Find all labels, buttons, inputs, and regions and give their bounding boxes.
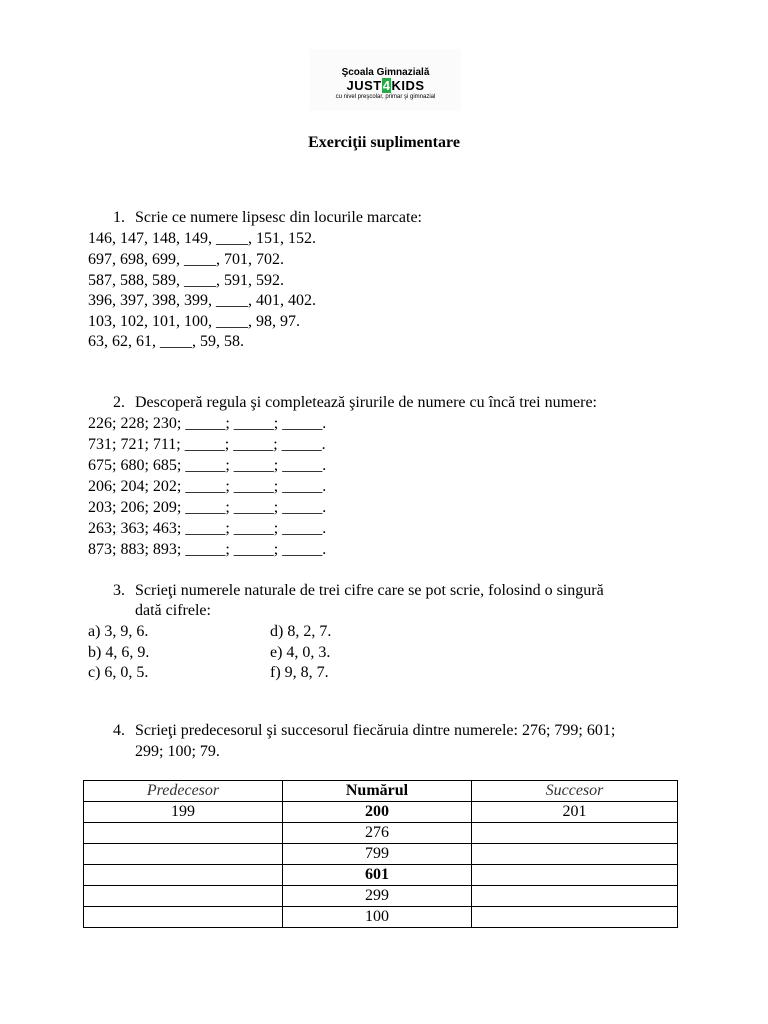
q2-number: 2. <box>113 394 125 411</box>
q4-text-line2: 299; 100; 79. <box>135 743 220 760</box>
q3-item: e) 4, 0, 3. <box>270 644 331 661</box>
logo-school-name: Şcoala Gimnazială <box>341 67 430 78</box>
logo-brand-kids: KIDS <box>391 78 425 93</box>
q2-line: 206; 204; 202; _____; _____; _____. <box>88 478 327 495</box>
q2-line: 873; 883; 893; _____; _____; _____. <box>88 541 327 558</box>
q1-line: 697, 698, 699, ____, 701, 702. <box>88 251 284 268</box>
q2-heading <box>113 392 597 413</box>
table-row <box>84 802 678 823</box>
logo-tagline: cu nivel preşcolar, primar şi gimnazial <box>335 94 436 100</box>
header-succesor: Succesor <box>472 781 678 802</box>
q1-line: 396, 397, 398, 399, ____, 401, 402. <box>88 292 316 309</box>
predecessor-cell[interactable] <box>84 907 283 928</box>
number-cell: 276 <box>283 823 472 844</box>
predecessor-cell: 199 <box>84 802 283 823</box>
table-row <box>84 865 678 886</box>
successor-cell[interactable] <box>472 886 678 907</box>
predecessor-cell[interactable] <box>84 865 283 886</box>
table-row <box>84 844 678 865</box>
q2-line: 226; 228; 230; _____; _____; _____. <box>88 415 327 432</box>
q3-item: b) 4, 6, 9. <box>88 644 150 661</box>
logo-brand-just: JUST <box>346 78 382 93</box>
number-cell: 100 <box>283 907 472 928</box>
q2-line: 203; 206; 209; _____; _____; _____. <box>88 499 327 516</box>
header-numarul: Numărul <box>283 781 472 802</box>
q3-item: c) 6, 0, 5. <box>88 664 149 681</box>
q1-line: 103, 102, 101, 100, ____, 98, 97. <box>88 313 300 330</box>
q3-item: f) 9, 8, 7. <box>270 664 329 681</box>
q3-item: a) 3, 9, 6. <box>88 623 149 640</box>
number-cell: 601 <box>283 865 472 886</box>
q3-text-line2: dată cifrele: <box>135 602 211 619</box>
q2-line: 731; 721; 711; _____; _____; _____. <box>88 436 326 453</box>
q1-line: 587, 588, 589, ____, 591, 592. <box>88 272 284 289</box>
q1-line: 63, 62, 61, ____, 59, 58. <box>88 333 244 350</box>
q1-number: 1. <box>113 209 125 226</box>
q4-text-line1: Scrieţi predecesorul şi succesorul fiecăruia dintre numerele: 276; 799; 601; <box>135 722 616 739</box>
q4-number: 4. <box>113 722 125 739</box>
q3-text-line1: Scrieţi numerele naturale de trei cifre care se pot scrie, folosind o singură <box>135 582 604 599</box>
table-row <box>84 907 678 928</box>
school-logo <box>310 49 461 111</box>
q3-heading <box>113 580 604 601</box>
q3-number: 3. <box>113 582 125 599</box>
predecessor-cell[interactable] <box>84 886 283 907</box>
q2-line: 263; 363; 463; _____; _____; _____. <box>88 520 327 537</box>
successor-cell[interactable] <box>472 865 678 886</box>
logo-brand-four: 4 <box>382 78 391 93</box>
predecessor-successor-table <box>83 780 678 928</box>
successor-cell[interactable] <box>472 907 678 928</box>
page-title: Exerciţii suplimentare <box>308 134 460 151</box>
successor-cell: 201 <box>472 802 678 823</box>
q4-heading <box>113 720 615 741</box>
successor-cell[interactable] <box>472 823 678 844</box>
predecessor-cell[interactable] <box>84 844 283 865</box>
number-cell: 299 <box>283 886 472 907</box>
q1-heading <box>113 207 422 228</box>
q1-text: Scrie ce numere lipsesc din locurile marcate: <box>135 209 422 226</box>
table-header-row <box>84 781 678 802</box>
q1-line: 146, 147, 148, 149, ____, 151, 152. <box>88 230 316 247</box>
q2-text: Descoperă regula şi completează şirurile de numere cu încă trei numere: <box>135 394 597 411</box>
q2-line: 675; 680; 685; _____; _____; _____. <box>88 457 327 474</box>
predecessor-cell[interactable] <box>84 823 283 844</box>
table-row <box>84 886 678 907</box>
number-cell: 200 <box>283 802 472 823</box>
number-cell: 799 <box>283 844 472 865</box>
table-row <box>84 823 678 844</box>
logo-brand <box>310 79 461 93</box>
header-predecesor: Predecesor <box>84 781 283 802</box>
successor-cell[interactable] <box>472 844 678 865</box>
q3-item: d) 8, 2, 7. <box>270 623 332 640</box>
